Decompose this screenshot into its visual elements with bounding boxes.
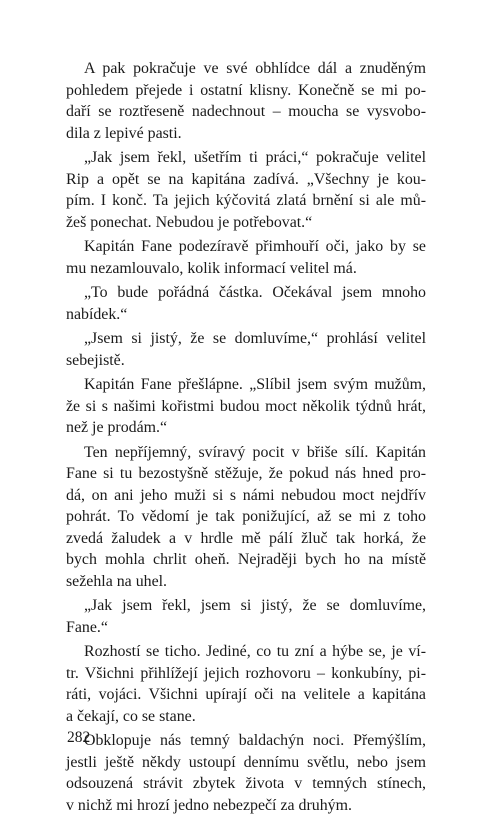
text-line: mu nezamlouvalo, kolik informací velitel má.	[66, 259, 357, 277]
paragraph	[66, 730, 426, 816]
text-line: bych mohla chrlit oheň. Nejraději bych ho na místě	[66, 551, 426, 568]
paragraph	[66, 236, 426, 279]
paragraph	[66, 58, 426, 144]
text-line: dá, on ani jeho muži si s námi nebudou moct nejdřív	[66, 486, 426, 504]
text-line: „Jak jsem řekl, jsem si jistý, že se domluvíme,	[84, 597, 426, 614]
text-line: zvedá žaludek a v hrdle mě pálí žluč tak horká, že	[66, 529, 426, 547]
text-line: A pak pokračuje ve své obhlídce dál a znuděným	[84, 60, 426, 77]
paragraph	[66, 595, 426, 638]
text-line: Fane si tu bezostyšně stěžuje, že pokud nás hned pro-	[66, 465, 426, 482]
text-line: Rip a opět se na kapitána zadívá. „Všechny je kou-	[66, 170, 426, 188]
paragraph	[66, 328, 426, 371]
paragraph	[66, 641, 426, 727]
text-line: Rozhostí se ticho. Jediné, co tu zní a hýbe se, je ví-	[84, 643, 426, 660]
text-line: „Jsem si jistý, že se domluvíme,“ prohlásí velitel	[84, 330, 426, 347]
text-line: daří se roztřeseně nadechnout – moucha se vysvobo-	[66, 103, 426, 120]
text-line: jestli ještě někdy ustoupí dennímu světlu, nebo jsem	[66, 753, 426, 771]
text-line: Kapitán Fane podezíravě přimhouří oči, jako by se	[84, 238, 426, 255]
text-line: „Jak jsem řekl, ušetřím ti práci,“ pokračuje velitel	[84, 149, 426, 166]
text-line: ráti, vojáci. Všichni upírají oči na velitele a kapitána	[66, 686, 426, 703]
text-line: Obklopuje nás temný baldachýn noci. Přemýšlím,	[84, 732, 426, 749]
page-number: 282	[67, 729, 91, 746]
text-line: Ten nepříjemný, svíravý pocit v břiše sílí. Kapitán	[84, 443, 426, 461]
paragraph	[66, 442, 426, 593]
text-line: pohrát. To vědomí je tak ponižující, až se mi z toho	[66, 508, 426, 525]
text-line: odsouzená strávit zbytek života v temných stínech,	[66, 775, 426, 792]
text-line: Kapitán Fane přešlápne. „Slíbil jsem svým mužům,	[84, 376, 426, 393]
text-line: dila z lepivé pasti.	[66, 124, 182, 142]
text-line: tr. Všichni přihlížejí jejich rozhovoru – konkubíny, pi-	[66, 664, 426, 682]
text-line: a čekají, co se stane.	[66, 707, 196, 725]
text-line: Fane.“	[66, 618, 108, 636]
text-line: žeš ponechat. Nebudou je potřebovat.“	[66, 213, 313, 231]
text-line: sežehla na uhel.	[66, 572, 168, 590]
text-line: sebejistě.	[66, 351, 125, 369]
text-line: „To bude pořádná částka. Očekával jsem mnoho	[84, 284, 426, 301]
paragraph	[66, 282, 426, 325]
text-line: pím. I konč. Ta jejich kýčovitá zlatá brnění si ale mů-	[66, 192, 426, 209]
text-line: nabídek.“	[66, 305, 128, 323]
text-line: v nichž mi hrozí jedno nebezpečí za druhým.	[66, 796, 352, 814]
paragraph	[66, 374, 426, 439]
text-line: že si s našimi kořistmi budou moct několik týdnů hrát,	[66, 397, 426, 415]
page-text-body	[66, 58, 426, 819]
text-line: pohledem přejede i ostatní klisny. Konečně se mi po-	[66, 81, 426, 99]
paragraph	[66, 147, 426, 233]
text-line: než je prodám.“	[66, 419, 168, 436]
